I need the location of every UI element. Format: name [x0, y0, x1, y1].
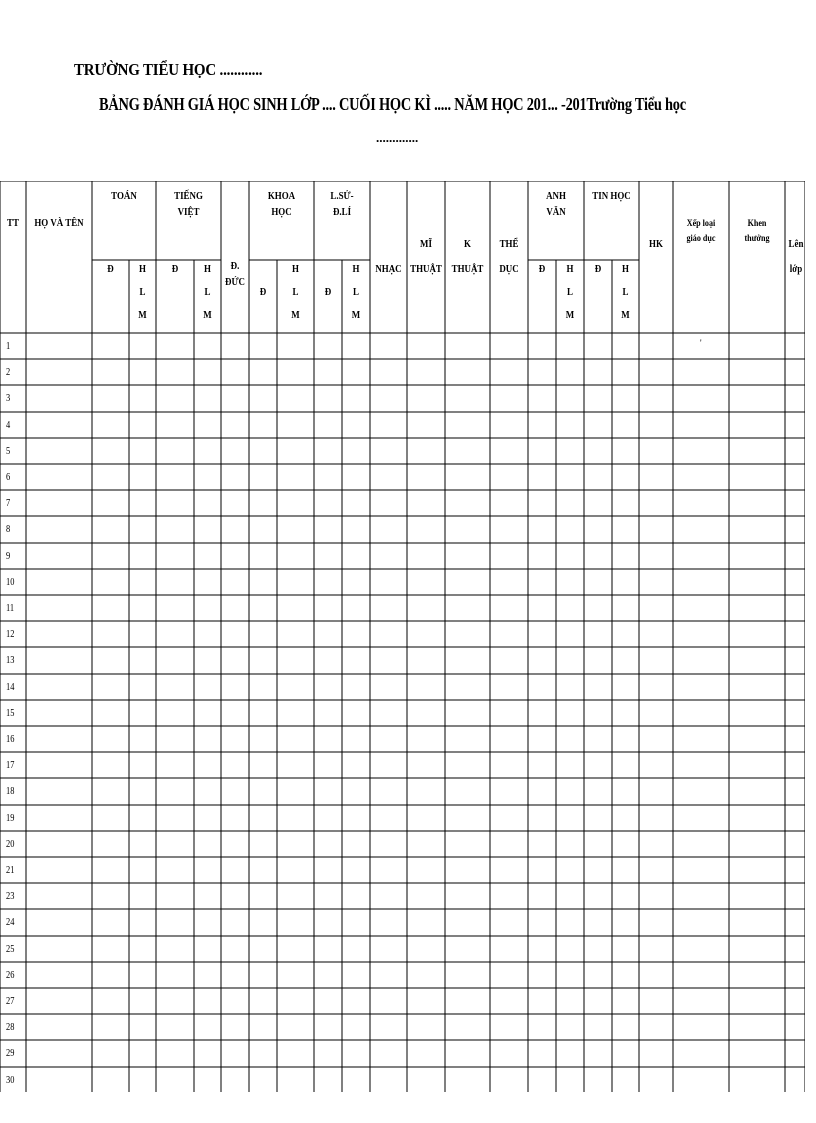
header-anh-van-1: ANH [546, 191, 566, 202]
row-number: 17 [6, 760, 15, 771]
subheader-khoa-hoc-h: H [292, 264, 299, 275]
header-tieng-viet-2: VIỆT [177, 207, 200, 218]
header-ky-thuat-1: K [464, 239, 471, 250]
row-number: 12 [6, 629, 15, 640]
subheader-tieng-viet-h: H [204, 264, 211, 275]
row-number: 26 [6, 970, 15, 981]
header-nhac: NHẠC [375, 264, 402, 275]
stray-mark: ' [700, 338, 702, 348]
header-tt: TT [7, 218, 19, 229]
row-number: 4 [6, 420, 11, 431]
subheader-toan-l: L [139, 287, 146, 298]
subheader-toan-d: Đ [107, 264, 114, 275]
subheader-anh-van-d: Đ [538, 264, 546, 275]
row-number: 30 [6, 1075, 15, 1086]
row-number: 9 [6, 551, 11, 562]
subheader-toan-h: H [139, 264, 146, 275]
row-number: 10 [6, 577, 15, 588]
subheader-tin-hoc-m: M [621, 310, 630, 321]
header-xep-loai-1: Xếp loại [686, 219, 716, 229]
header-khoa-hoc-1: KHOA [267, 191, 296, 202]
document-title-continuation: ............. [376, 130, 419, 145]
subheader-tieng-viet-m: M [203, 310, 212, 321]
subheader-ls-dl-m: M [351, 310, 361, 321]
header-xep-loai-2: giáo dục [686, 234, 716, 244]
row-number: 1 [6, 341, 11, 352]
header-the-duc-2: DỤC [499, 264, 519, 275]
header-the-duc-1: THỂ [499, 239, 519, 250]
row-number: 13 [6, 655, 15, 666]
row-number: 6 [6, 472, 11, 483]
row-number: 15 [6, 708, 15, 719]
header-tin-hoc: TIN HỌC [592, 191, 631, 202]
school-name-line: TRƯỜNG TIỂU HỌC ............ [74, 60, 263, 79]
header-len-lop-1: Lên [788, 239, 804, 250]
assessment-table [0, 181, 805, 1092]
subheader-khoa-hoc-d: Đ [259, 287, 267, 298]
subheader-tin-hoc-d: Đ [594, 264, 602, 275]
row-number: 8 [6, 524, 11, 535]
subheader-khoa-hoc-m: M [291, 310, 300, 321]
row-number: 5 [6, 446, 11, 457]
subheader-anh-van-h: H [566, 264, 574, 275]
subheader-khoa-hoc-l: L [292, 287, 299, 298]
row-number: 16 [6, 734, 15, 745]
table-grid-lines [0, 181, 805, 1092]
row-number: 7 [6, 498, 11, 509]
header-len-lop-2: lớp [789, 264, 803, 275]
row-number: 24 [6, 917, 15, 928]
row-number: 21 [6, 865, 15, 876]
subheader-tieng-viet-l: L [204, 287, 211, 298]
row-number: 29 [6, 1048, 15, 1059]
row-number: 28 [6, 1022, 15, 1033]
header-khen-2: thưởng [744, 234, 770, 244]
row-number: 3 [6, 393, 11, 404]
subheader-anh-van-l: L [567, 287, 573, 298]
row-number: 14 [6, 682, 15, 693]
row-number: 23 [6, 891, 15, 902]
subheader-ls-dl-h: H [352, 264, 360, 275]
header-anh-van-2: VĂN [546, 207, 566, 218]
header-khen-1: Khen [747, 219, 767, 229]
header-khoa-hoc-2: HỌC [271, 207, 292, 218]
header-ls-dl-2: Đ.LÍ [332, 207, 352, 218]
header-ls-dl-1: L.SỬ- [330, 191, 354, 202]
header-mi-thuat-2: THUẬT [410, 264, 442, 275]
row-number: 2 [6, 367, 11, 378]
row-number: 25 [6, 944, 15, 955]
subheader-tin-hoc-l: L [622, 287, 629, 298]
subheader-tieng-viet-d: Đ [171, 264, 179, 275]
subheader-ls-dl-d: Đ [324, 287, 332, 298]
subheader-anh-van-m: M [565, 310, 575, 321]
row-number: 18 [6, 786, 15, 797]
header-mi-thuat-1: MĨ [420, 239, 432, 250]
header-ky-thuat-2: THUẬT [451, 264, 484, 275]
row-number: 19 [6, 813, 15, 824]
subheader-tin-hoc-h: H [622, 264, 629, 275]
document-title: BẢNG ĐÁNH GIÁ HỌC SINH LỚP .... CUỐI HỌC KÌ ..... NĂM HỌC 201... -201Trường Tiểu học [99, 94, 686, 114]
header-toan: TOÁN [111, 191, 137, 202]
header-dao-duc-2: ĐỨC [224, 277, 246, 288]
header-dao-duc-1: Đ. [230, 261, 240, 272]
row-number: 20 [6, 839, 15, 850]
subheader-ls-dl-l: L [353, 287, 359, 298]
row-number: 11 [6, 603, 15, 614]
header-tieng-viet-1: TIẾNG [174, 191, 203, 202]
header-hk: HK [649, 239, 663, 250]
subheader-toan-m: M [138, 310, 147, 321]
header-ho-ten: HỌ VÀ TÊN [34, 218, 84, 229]
row-number: 27 [6, 996, 15, 1007]
